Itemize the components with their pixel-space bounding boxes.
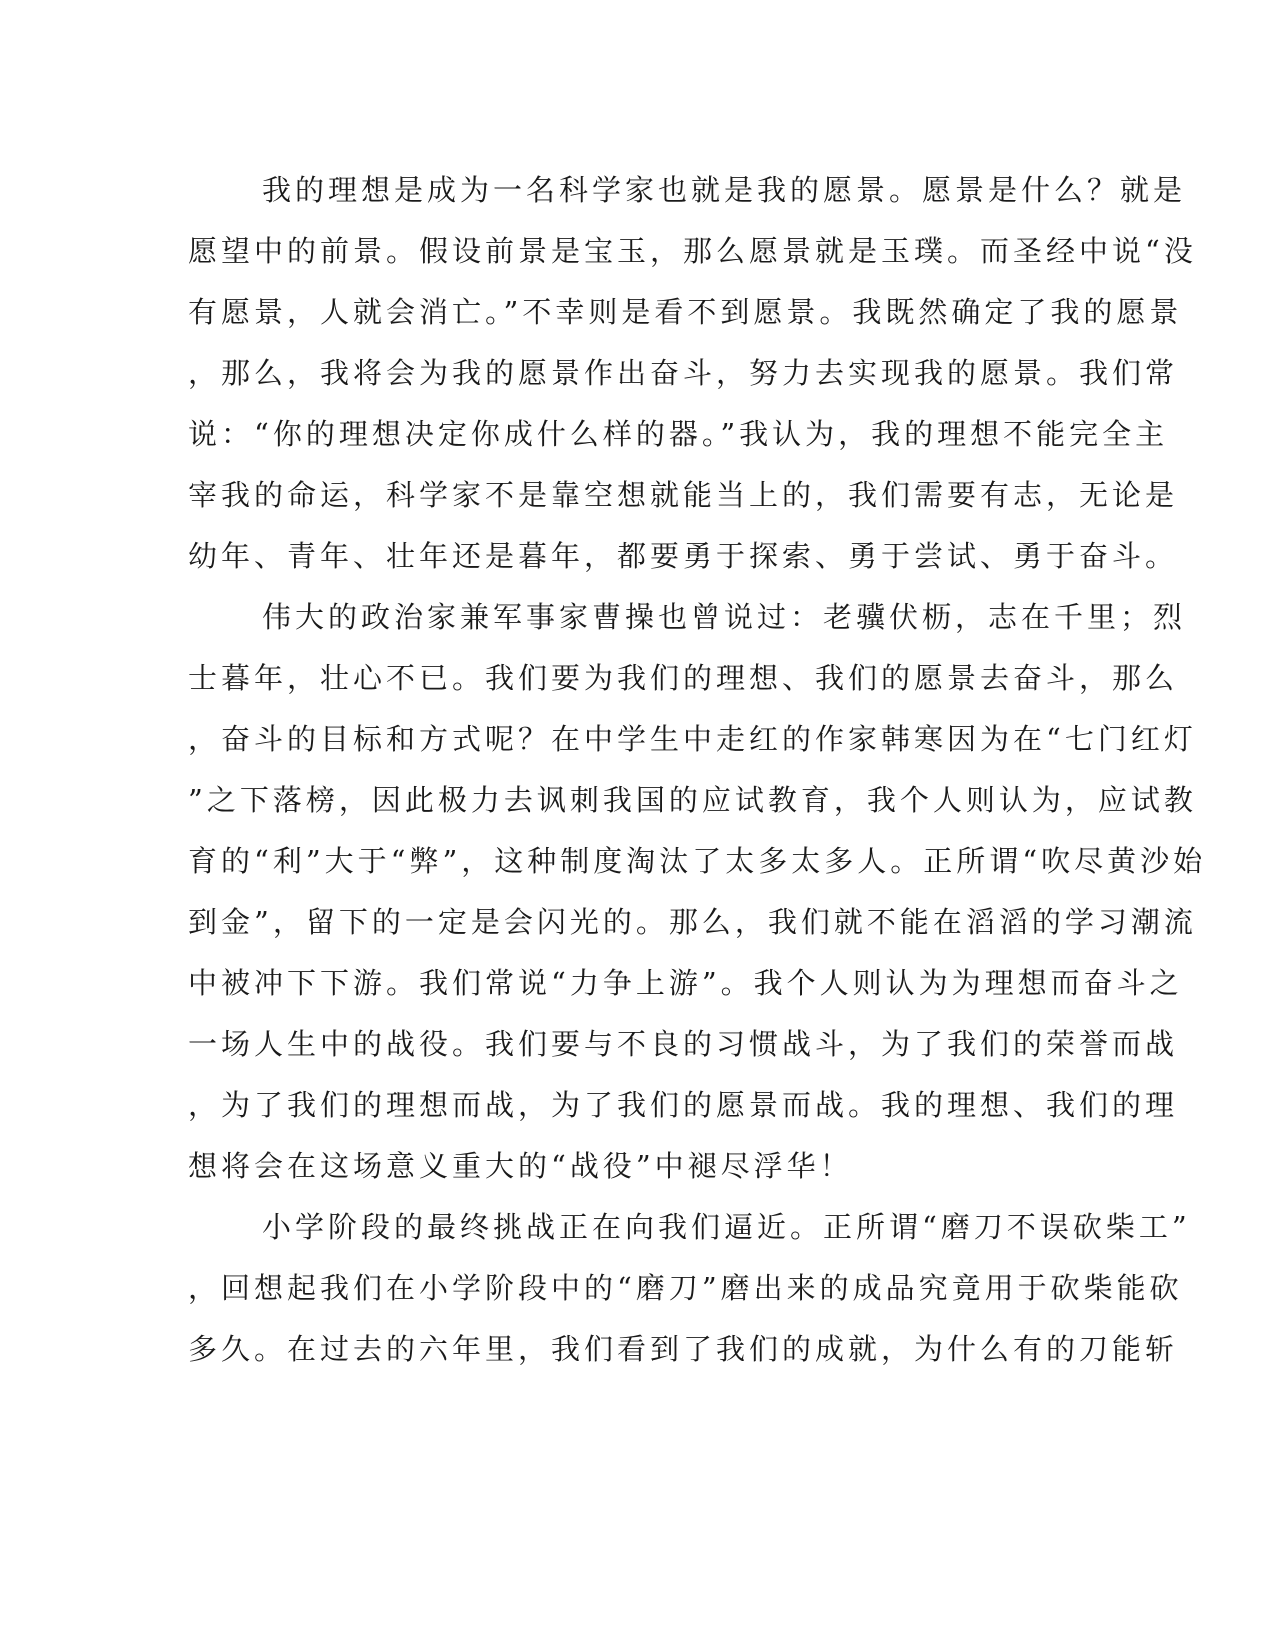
text-line: 幼年、青年、壮年还是暮年，都要勇于探索、勇于尝试、勇于奋斗。: [188, 539, 1179, 573]
text-line: ，那么，我将会为我的愿景作出奋斗，努力去实现我的愿景。我们常: [188, 356, 1179, 390]
essay-body: [188, 160, 1207, 1380]
text-line: 宰我的命运，科学家不是靠空想就能当上的，我们需要有志，无论是: [188, 478, 1179, 512]
text-line: 育的“利”大于“弊”，这种制度淘汰了太多太多人。正所谓“吹尽黄沙始: [188, 844, 1207, 878]
text-line: 士暮年，壮心不已。我们要为我们的理想、我们的愿景去奋斗，那么: [188, 661, 1179, 695]
text-line: 中被冲下下游。我们常说“力争上游”。我个人则认为为理想而奋斗之: [188, 966, 1183, 1000]
text-line: 说：“你的理想决定你成什么样的器。”我认为，我的理想不能完全主: [188, 417, 1169, 451]
text-line: 有愿景，人就会消亡。”不幸则是看不到愿景。我既然确定了我的愿景: [188, 295, 1183, 329]
text-line: ”之下落榜，因此极力去讽刺我国的应试教育，我个人则认为，应试教: [188, 783, 1197, 817]
text-line: 小学阶段的最终挑战正在向我们逼近。正所谓“磨刀不误砍柴工”: [262, 1210, 1191, 1244]
text-line: 我的理想是成为一名科学家也就是我的愿景。愿景是什么？就是: [262, 173, 1187, 207]
text-line: ，为了我们的理想而战，为了我们的愿景而战。我的理想、我们的理: [188, 1088, 1179, 1122]
text-line: 愿望中的前景。假设前景是宝玉，那么愿景就是玉璞。而圣经中说“没: [188, 234, 1197, 268]
text-line: 想将会在这场意义重大的“战役”中褪尽浮华！: [188, 1149, 853, 1183]
text-line: 多久。在过去的六年里，我们看到了我们的成就，为什么有的刀能斩: [188, 1332, 1179, 1366]
text-line: ，奋斗的目标和方式呢？在中学生中走红的作家韩寒因为在“七门红灯: [188, 722, 1197, 756]
text-line: 伟大的政治家兼军事家曹操也曾说过：老骥伏枥，志在千里；烈: [262, 600, 1187, 634]
text-line: 到金”，留下的一定是会闪光的。那么，我们就不能在滔滔的学习潮流: [188, 905, 1197, 939]
text-line: 一场人生中的战役。我们要与不良的习惯战斗，为了我们的荣誉而战: [188, 1027, 1179, 1061]
text-line: ，回想起我们在小学阶段中的“磨刀”磨出来的成品究竟用于砍柴能砍: [188, 1271, 1183, 1305]
